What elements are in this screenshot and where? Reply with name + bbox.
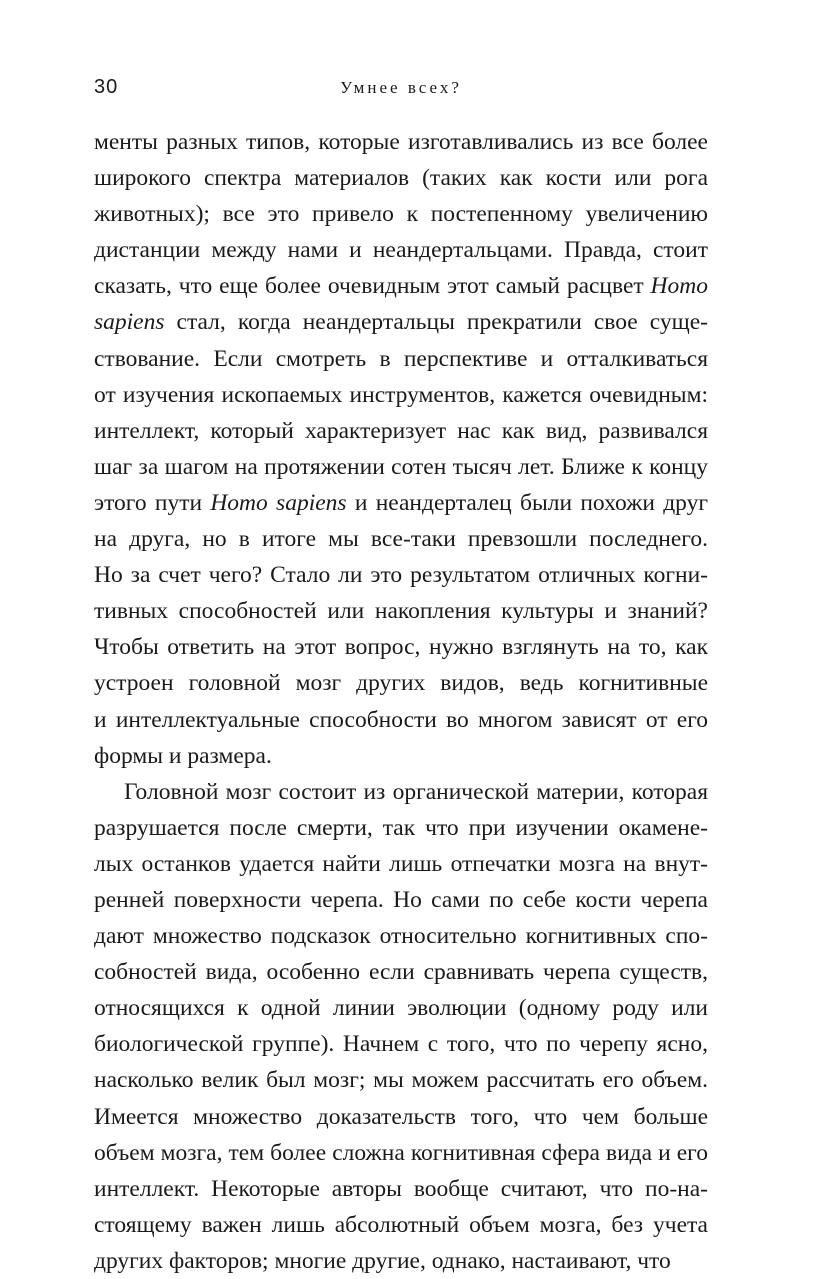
text-segment: разрушается после смерти, так что при изучении окамене- <box>94 814 708 841</box>
text-line <box>94 1062 708 1098</box>
text-segment: лых останков удается найти лишь отпечатки мозга на внут- <box>94 850 708 877</box>
text-line <box>94 954 708 990</box>
text-segment: формы и размера. <box>94 742 272 769</box>
text-segment: устроен головной мозг других видов, ведь когнитивные <box>94 670 708 697</box>
text-segment: насколько велик был мозг; мы можем рассчитать его объем. <box>94 1067 708 1094</box>
text-segment: на друга, но в итоге мы все-таки превзошли последнего. <box>94 526 708 553</box>
text-line <box>94 485 708 521</box>
text-line <box>94 1135 708 1171</box>
text-line <box>94 1207 708 1243</box>
text-line <box>94 810 708 846</box>
italic-text: Homo <box>650 273 708 300</box>
text-line <box>94 1171 708 1207</box>
text-segment: интеллект. Некоторые авторы вообще считают, что по-на- <box>94 1175 708 1202</box>
text-line <box>94 1099 708 1135</box>
running-header <box>94 76 708 106</box>
text-line <box>94 413 708 449</box>
text-segment: Головной мозг состоит из органической материи, которая <box>124 778 708 805</box>
text-line <box>94 196 708 232</box>
text-line <box>94 846 708 882</box>
text-segment: шаг за шагом на протяжении сотен тысяч лет. Ближе к концу <box>94 453 708 480</box>
text-line <box>94 1243 708 1279</box>
text-segment: сказать, что еще более очевидным этот самый расцвет <box>94 273 651 300</box>
text-segment: Имеется множество доказательств того, что чем больше <box>94 1103 708 1130</box>
text-segment: дистанции между нами и неандертальцами. Правда, стоит <box>94 237 708 264</box>
text-line <box>94 521 708 557</box>
text-segment: животных); все это привело к постепенному увеличению <box>94 201 708 228</box>
text-segment: Чтобы ответить на этот вопрос, нужно взглянуть на то, как <box>94 634 708 661</box>
text-line <box>94 377 708 413</box>
text-line <box>94 268 708 304</box>
text-line <box>94 304 708 340</box>
text-line <box>94 702 708 738</box>
text-line <box>94 124 708 160</box>
text-segment: относящихся к одной линии эволюции (одному роду или <box>94 995 708 1022</box>
text-segment: широкого спектра материалов (таких как кости или рога <box>94 165 708 192</box>
text-line <box>94 629 708 665</box>
text-segment: ствование. Если смотреть в перспективе и отталкиваться <box>94 345 708 372</box>
text-line <box>94 918 708 954</box>
text-segment: дают множество подсказок относительно когнитивных спо- <box>94 923 708 950</box>
text-segment: объем мозга, тем более сложна когнитивная сфера вида и его <box>94 1139 708 1166</box>
text-line <box>94 774 708 810</box>
running-title: Умнее всех? <box>340 78 462 97</box>
text-segment: собностей вида, особенно если сравнивать черепа существ, <box>94 959 708 986</box>
italic-text: Homo sapiens <box>210 489 347 516</box>
text-line <box>94 990 708 1026</box>
text-segment: менты разных типов, которые изготавливались из все более <box>94 129 708 155</box>
text-line <box>94 593 708 629</box>
text-segment: от изучения ископаемых инструментов, кажется очевидным: <box>94 381 708 408</box>
text-segment: тивных способностей или накопления культуры и знаний? <box>94 598 708 625</box>
text-segment: стоящему важен лишь абсолютный объем мозга, без учета <box>94 1211 708 1238</box>
text-segment: ренней поверхности черепа. Но сами по себе кости черепа <box>94 886 708 913</box>
text-segment: этого пути <box>94 489 211 516</box>
text-segment: и интеллектуальные способности во многом зависят от его <box>94 706 708 733</box>
paragraph <box>94 124 708 774</box>
text-line <box>94 232 708 268</box>
text-segment: и неандерталец были похожи друг <box>346 489 708 516</box>
page-number: 30 <box>94 76 119 98</box>
text-segment: Но за счет чего? Стало ли это результатом отличных когни- <box>94 562 708 589</box>
text-segment: стал, когда неандертальцы прекратили свое суще- <box>164 309 708 336</box>
text-line <box>94 1026 708 1062</box>
text-segment: биологической группе). Начнем с того, что по черепу ясно, <box>94 1031 708 1058</box>
text-line <box>94 738 708 774</box>
text-line <box>94 449 708 485</box>
paragraph <box>94 774 708 1279</box>
text-line <box>94 341 708 377</box>
text-segment: интеллект, который характеризует нас как вид, развивался <box>94 417 708 444</box>
body-text <box>94 124 708 1279</box>
text-segment: других факторов; многие другие, однако, настаивают, что <box>94 1247 671 1274</box>
italic-text: sapiens <box>94 309 165 336</box>
text-line <box>94 557 708 593</box>
text-line <box>94 665 708 701</box>
text-line <box>94 882 708 918</box>
text-line <box>94 160 708 196</box>
